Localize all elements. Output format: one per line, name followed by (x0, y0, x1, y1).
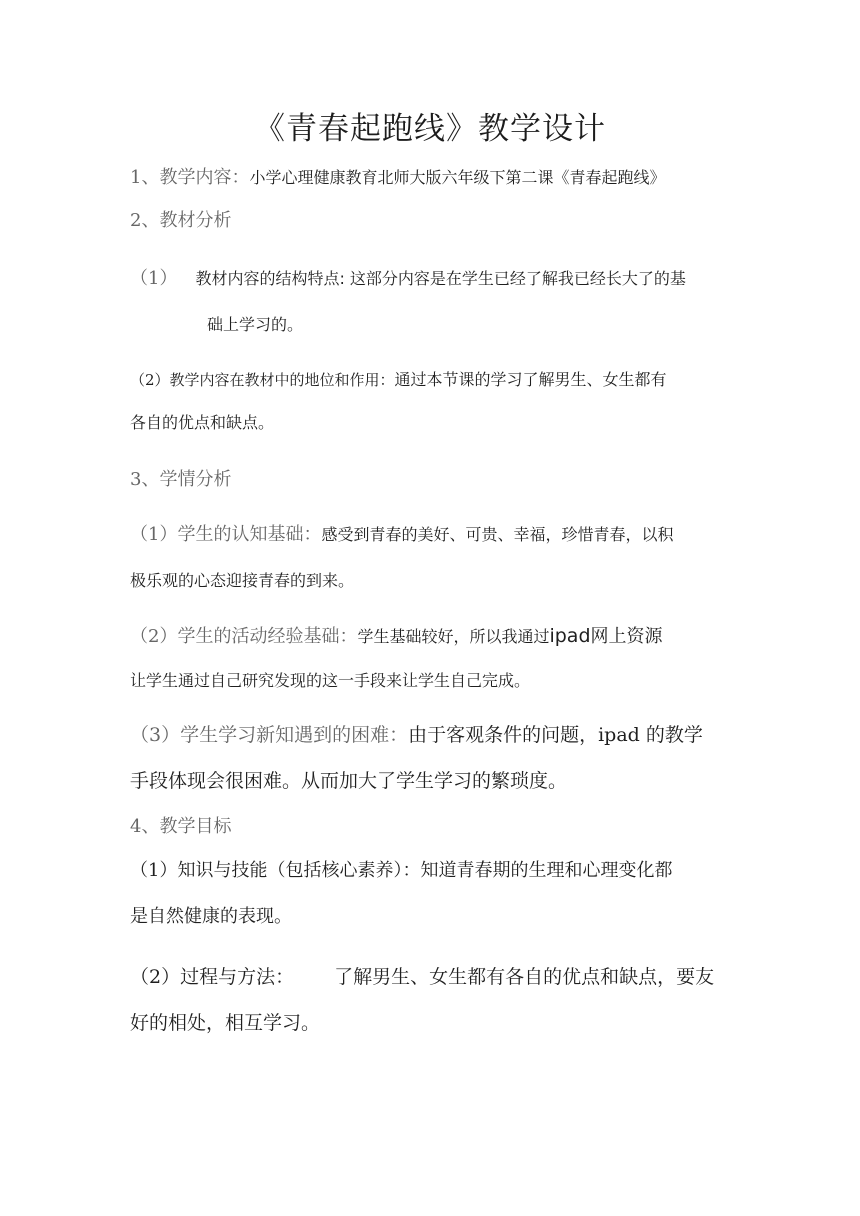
section-label: 1、教学内容： (130, 167, 250, 188)
textbook-analysis-item-1-line-2: 础上学习的。 (207, 315, 304, 334)
item-text: 通过本节课的学习了解男生、女生都有 (394, 370, 667, 389)
learner-analysis-item-1-line-2: 极乐观的心态迎接青春的到来。 (130, 571, 355, 590)
item-text: 教材内容的结构特点: 这部分内容是在学生已经了解我已经长大了的基 (195, 269, 686, 288)
learner-analysis-item-2-line-2: 让学生通过自己研究发现的这一手段来让学生自己完成。 (130, 671, 531, 690)
item-label: （3）学生学习新知遇到的困难： (130, 724, 409, 746)
item-text: 感受到青春的美好、可贵、幸福，珍惜青春，以积 (321, 525, 674, 544)
learner-analysis-item-3-line-1 (130, 720, 703, 747)
learner-analysis-item-3-line-2: 手段体现会很困难。从而加大了学生学习的繁琐度。 (130, 770, 568, 792)
item-label: （2）学生的活动经验基础： (130, 626, 358, 647)
teaching-goals-item-1-line-2: 是自然健康的表现。 (130, 906, 292, 927)
section-heading-textbook-analysis: 2、教材分析 (130, 210, 232, 231)
section-heading-teaching-goals: 4、教学目标 (130, 816, 232, 837)
learner-analysis-item-2-line-1 (130, 622, 663, 648)
item-label: （2）教学内容在教材中的地位和作用： (130, 371, 395, 389)
teaching-goals-item-2-line-1 (130, 962, 714, 989)
item-text: 学生基础较好，所以我通过 (357, 627, 550, 646)
section-heading-learner-analysis: 3、学情分析 (130, 469, 232, 490)
textbook-analysis-item-2-line-2: 各自的优点和缺点。 (130, 413, 275, 432)
textbook-analysis-item-2-line-1 (130, 367, 667, 390)
teaching-goals-item-2-line-2: 好的相处，相互学习。 (130, 1012, 321, 1034)
item-text-ipad: ipad (549, 625, 591, 647)
item-text: 由于客观条件的问题，ipad 的教学 (408, 724, 703, 746)
item-number: （1） (130, 268, 178, 289)
item-text: 网上资源 (590, 626, 663, 647)
teaching-goals-item-1-line-1: （1）知识与技能（包括核心素养）：知道青春期的生理和心理变化都 (130, 860, 673, 881)
document-title: 《青春起跑线》教学设计 (254, 111, 606, 147)
item-label: （2）过程与方法： (130, 966, 295, 988)
section-teaching-content (130, 163, 665, 189)
item-label: （1）学生的认知基础： (130, 524, 322, 545)
learner-analysis-item-1-line-1 (130, 520, 673, 546)
section-text: 小学心理健康教育北师大版六年级下第二课《青春起跑线》 (249, 168, 666, 187)
item-text: 了解男生、女生都有各自的优点和缺点，要友 (334, 966, 715, 988)
textbook-analysis-item-1-line-1 (130, 264, 686, 290)
